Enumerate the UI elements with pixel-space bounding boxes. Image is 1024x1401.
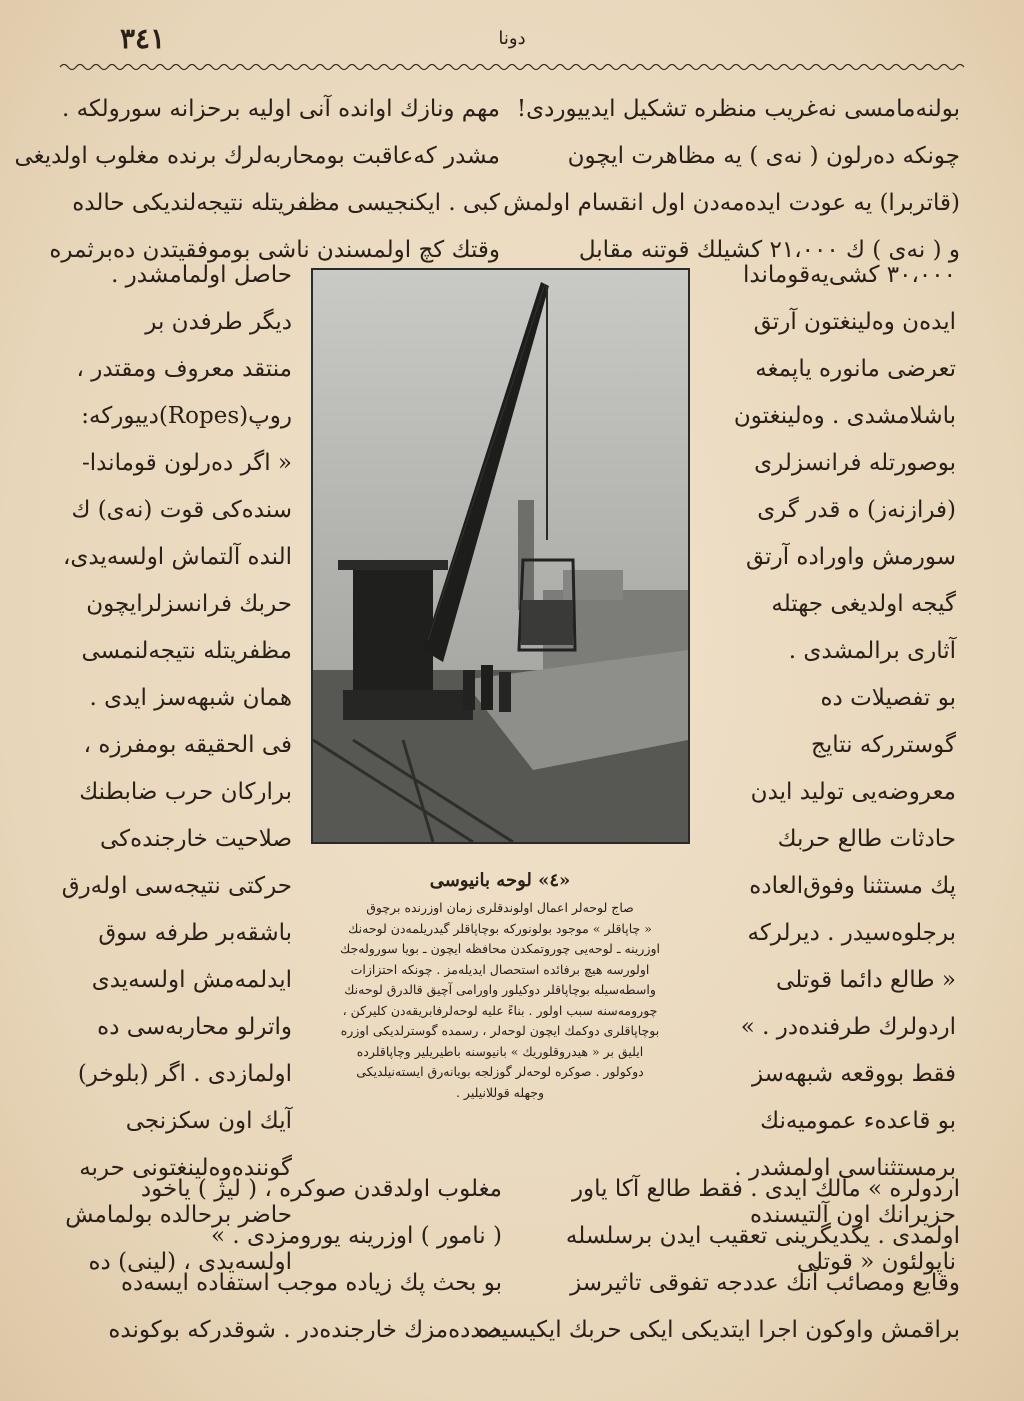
running-title: دونا <box>498 28 526 49</box>
text-line: بو قاعده‌ء عمومیه‌نك <box>760 1108 956 1134</box>
text-line: براقمش واوكون اجرا ایتدیكی ایكی حربك ایكیسیده <box>477 1317 960 1343</box>
text-line: گوسترركه نتایج <box>810 732 956 758</box>
text-line: مشدر كه‌عاقبت بومحاربه‌لرك برنده مغلوب اولدیغی <box>14 143 500 169</box>
text-line: سنده‌كی قوت (نه‌ی) ك <box>71 497 292 523</box>
text-line: بو تفصیلات ده <box>820 685 956 711</box>
text-line: باشقه‌بر طرفه سوق <box>98 920 292 946</box>
text-line: حزیرانك اون آلتیسنده <box>749 1202 956 1228</box>
text-line: حاضر برحالده بولمامش <box>65 1202 292 1228</box>
text-line: اولسه‌یدی ، (لینی) ده <box>88 1249 292 1275</box>
text-line: ناپولئون « قوتلی <box>796 1249 956 1275</box>
caption-line: ایلیق بر « هیدروقلوریك » بانیوسنه باطیریلیر وچاپاقلرده <box>356 1043 644 1059</box>
text-line: صلاحیت خارجنده‌كی <box>99 826 292 852</box>
page-number: ٣٤١ <box>120 22 166 55</box>
text-line: منتقد معروف ومقتدر ، <box>76 356 292 382</box>
caption-line: دوكولور . صوكره لوحه‌لر گوزلجه بویانه‌رق ایسته‌نیلدیكی <box>356 1064 644 1079</box>
text-line: « اگر ده‌رلون قوماندا- <box>81 450 292 476</box>
text-line: تعرضی مانوره یاپمغه <box>755 356 956 382</box>
text-line: (فرازنه‌ز) ه قدر گری <box>757 497 956 523</box>
text-line: اولمدی . یكدیگرینی تعقیب ایدن برسلسله <box>565 1223 960 1249</box>
text-line: و ( نه‌ی ) ك ۲۱،۰۰۰ كشیلك قوتنه مقابل <box>578 237 960 263</box>
text-line: بوصورتله فرانسزلری <box>754 450 956 476</box>
text-line: برمستثناسی اولمشدر . <box>734 1155 956 1181</box>
text-line: ایده‌ن وه‌لینغتون آرتق <box>753 309 956 335</box>
text-line: اردولرك طرفنده‌در . » <box>740 1014 956 1040</box>
caption-line: اوزرینه ـ لوحه‌یی چوروتمکدن محافظه ایچون ـ بویا سوروله‌جك <box>339 941 660 956</box>
text-line: آیك اون سكزنجی <box>125 1108 292 1134</box>
text-line: ۳۰،۰۰۰ كشی‌یه‌قوماندا <box>743 262 956 288</box>
text-line: معروضه‌یی تولید ایدن <box>750 779 956 805</box>
text-line: فی الحقیقه بومفرزه ، <box>83 732 292 758</box>
header-wavy-rule <box>60 62 964 72</box>
text-line: همان شبهه‌سز ایدی . <box>89 685 292 711</box>
text-line: چونكه ده‌رلون ( نه‌ی ) یه مظاهرت ایچون <box>567 143 960 169</box>
text-line: اردولره » مالك ایدی . فقط طالع آكا یاور <box>571 1176 960 1202</box>
crane-photograph <box>311 268 690 844</box>
column-right-side <box>706 252 956 1286</box>
column-left-bottom <box>66 1166 502 1354</box>
text-line: ( نامور ) اوزرینه یورومزدی . » <box>210 1223 502 1249</box>
text-line: برجلوه‌سیدر . دیرلركه <box>747 920 956 946</box>
text-line: صدده‌مزك خارجنده‌در . شوقدركه بوكونده <box>108 1317 502 1343</box>
figure-caption-title: «٤» لوحه بانیوسی <box>429 870 571 891</box>
text-line: حركتی نتیجه‌سی اوله‌رق <box>61 873 292 899</box>
column-right-bottom <box>477 1166 960 1354</box>
text-line: (قاتربرا) یه عودت ایده‌مه‌دن اول انقسام اولمش <box>503 190 960 216</box>
text-line: گوننده‌وه‌لینغتونی حربه <box>79 1155 292 1181</box>
text-line: مظفریتله نتیجه‌لنمسی <box>81 638 292 664</box>
caption-line: چورومه‌سنه سبب اولور . بناءً علیه لوحه‌لرفابریقه‌دن كلیركن ، <box>342 1002 658 1018</box>
column-left-top <box>14 86 500 274</box>
text-line: بو بحث پك زیاده موجب استفاده ایسه‌ده <box>120 1270 502 1296</box>
text-line: دیگر طرفدن بر <box>145 309 292 335</box>
text-line: وقتك كچ اولمسندن ناشی بوموفقیتدن ده‌برثمره <box>49 237 500 263</box>
text-line: النده آلتماش اولسه‌یدی، <box>62 544 292 570</box>
text-line: اولمازدی . اگر (بلوخر) <box>77 1061 292 1087</box>
text-line: باشلامشدی . وه‌لینغتون <box>733 403 956 429</box>
text-line: روپ(Ropes)دییوركه: <box>81 403 292 429</box>
text-line: « طالع دائما قوتلی <box>776 967 956 993</box>
caption-line: بوچاپاقلری دوكمك ایچون لوحه‌لر ، رسمده گوسترلدیكی اوزره <box>340 1023 660 1038</box>
caption-line: اولورسه هیچ برفائده استحصال ایدیله‌مز . چونكه احتزازات <box>350 961 650 977</box>
text-line: كبی . ایكنجیسی مظفریتله نتیجه‌لندیكی حالده <box>72 190 500 216</box>
text-line: حاصل اولمامشدر . <box>111 262 292 288</box>
text-line: بولنه‌مامسی نه‌غریب منظره تشكیل ایدییوردی! <box>516 96 960 122</box>
column-left-side <box>61 252 292 1286</box>
text-line: وقایع ومصائب آنك عددجه تفوقی تاثیرسز <box>570 1270 960 1296</box>
text-line: گیجه اولدیغی جهتله <box>771 591 956 617</box>
figure-caption-body <box>288 898 712 1103</box>
text-line: براركان حرب ضابطنك <box>79 779 292 805</box>
text-line: واترلو محاربه‌سی ده <box>97 1014 292 1040</box>
text-line: حربك فرانسزلرایچون <box>86 591 292 617</box>
text-line: مغلوب اولدقدن صوكره ، ( لیژ ) یاخود <box>140 1176 502 1202</box>
page-header <box>60 22 964 62</box>
text-line: حادثات طالع حربك <box>777 826 956 852</box>
text-line: فقط بووقعه شبهه‌سز <box>751 1061 956 1087</box>
text-line: سورمش واوراده آرتق <box>746 544 956 570</box>
column-right-top <box>503 86 960 274</box>
caption-line: وجهله قوللانیلیر . <box>455 1084 545 1100</box>
text-line: ایدلمه‌مش اولسه‌یدی <box>91 967 292 993</box>
text-line: پك مستثنا وفوق‌العاده <box>749 873 956 899</box>
caption-line: « چاپاقلر » موجود بولونورکه بوچاپاقلر گیدریلمه‌دن لوحه‌نك <box>348 920 652 936</box>
caption-line: واسطه‌سیله بوچاپاقلر دوكیلور واورامی آچیق قالدرق لوحه‌نك <box>344 982 656 997</box>
caption-line: صاج لوحه‌لر اعمال اولوندقلری زمان اوزرنده برچوق <box>366 900 634 915</box>
text-line: آثاری برالمشدی . <box>788 638 956 664</box>
text-line: مهم ونازك اوانده آنی اولیه برحزانه سورولكه . <box>62 96 500 122</box>
